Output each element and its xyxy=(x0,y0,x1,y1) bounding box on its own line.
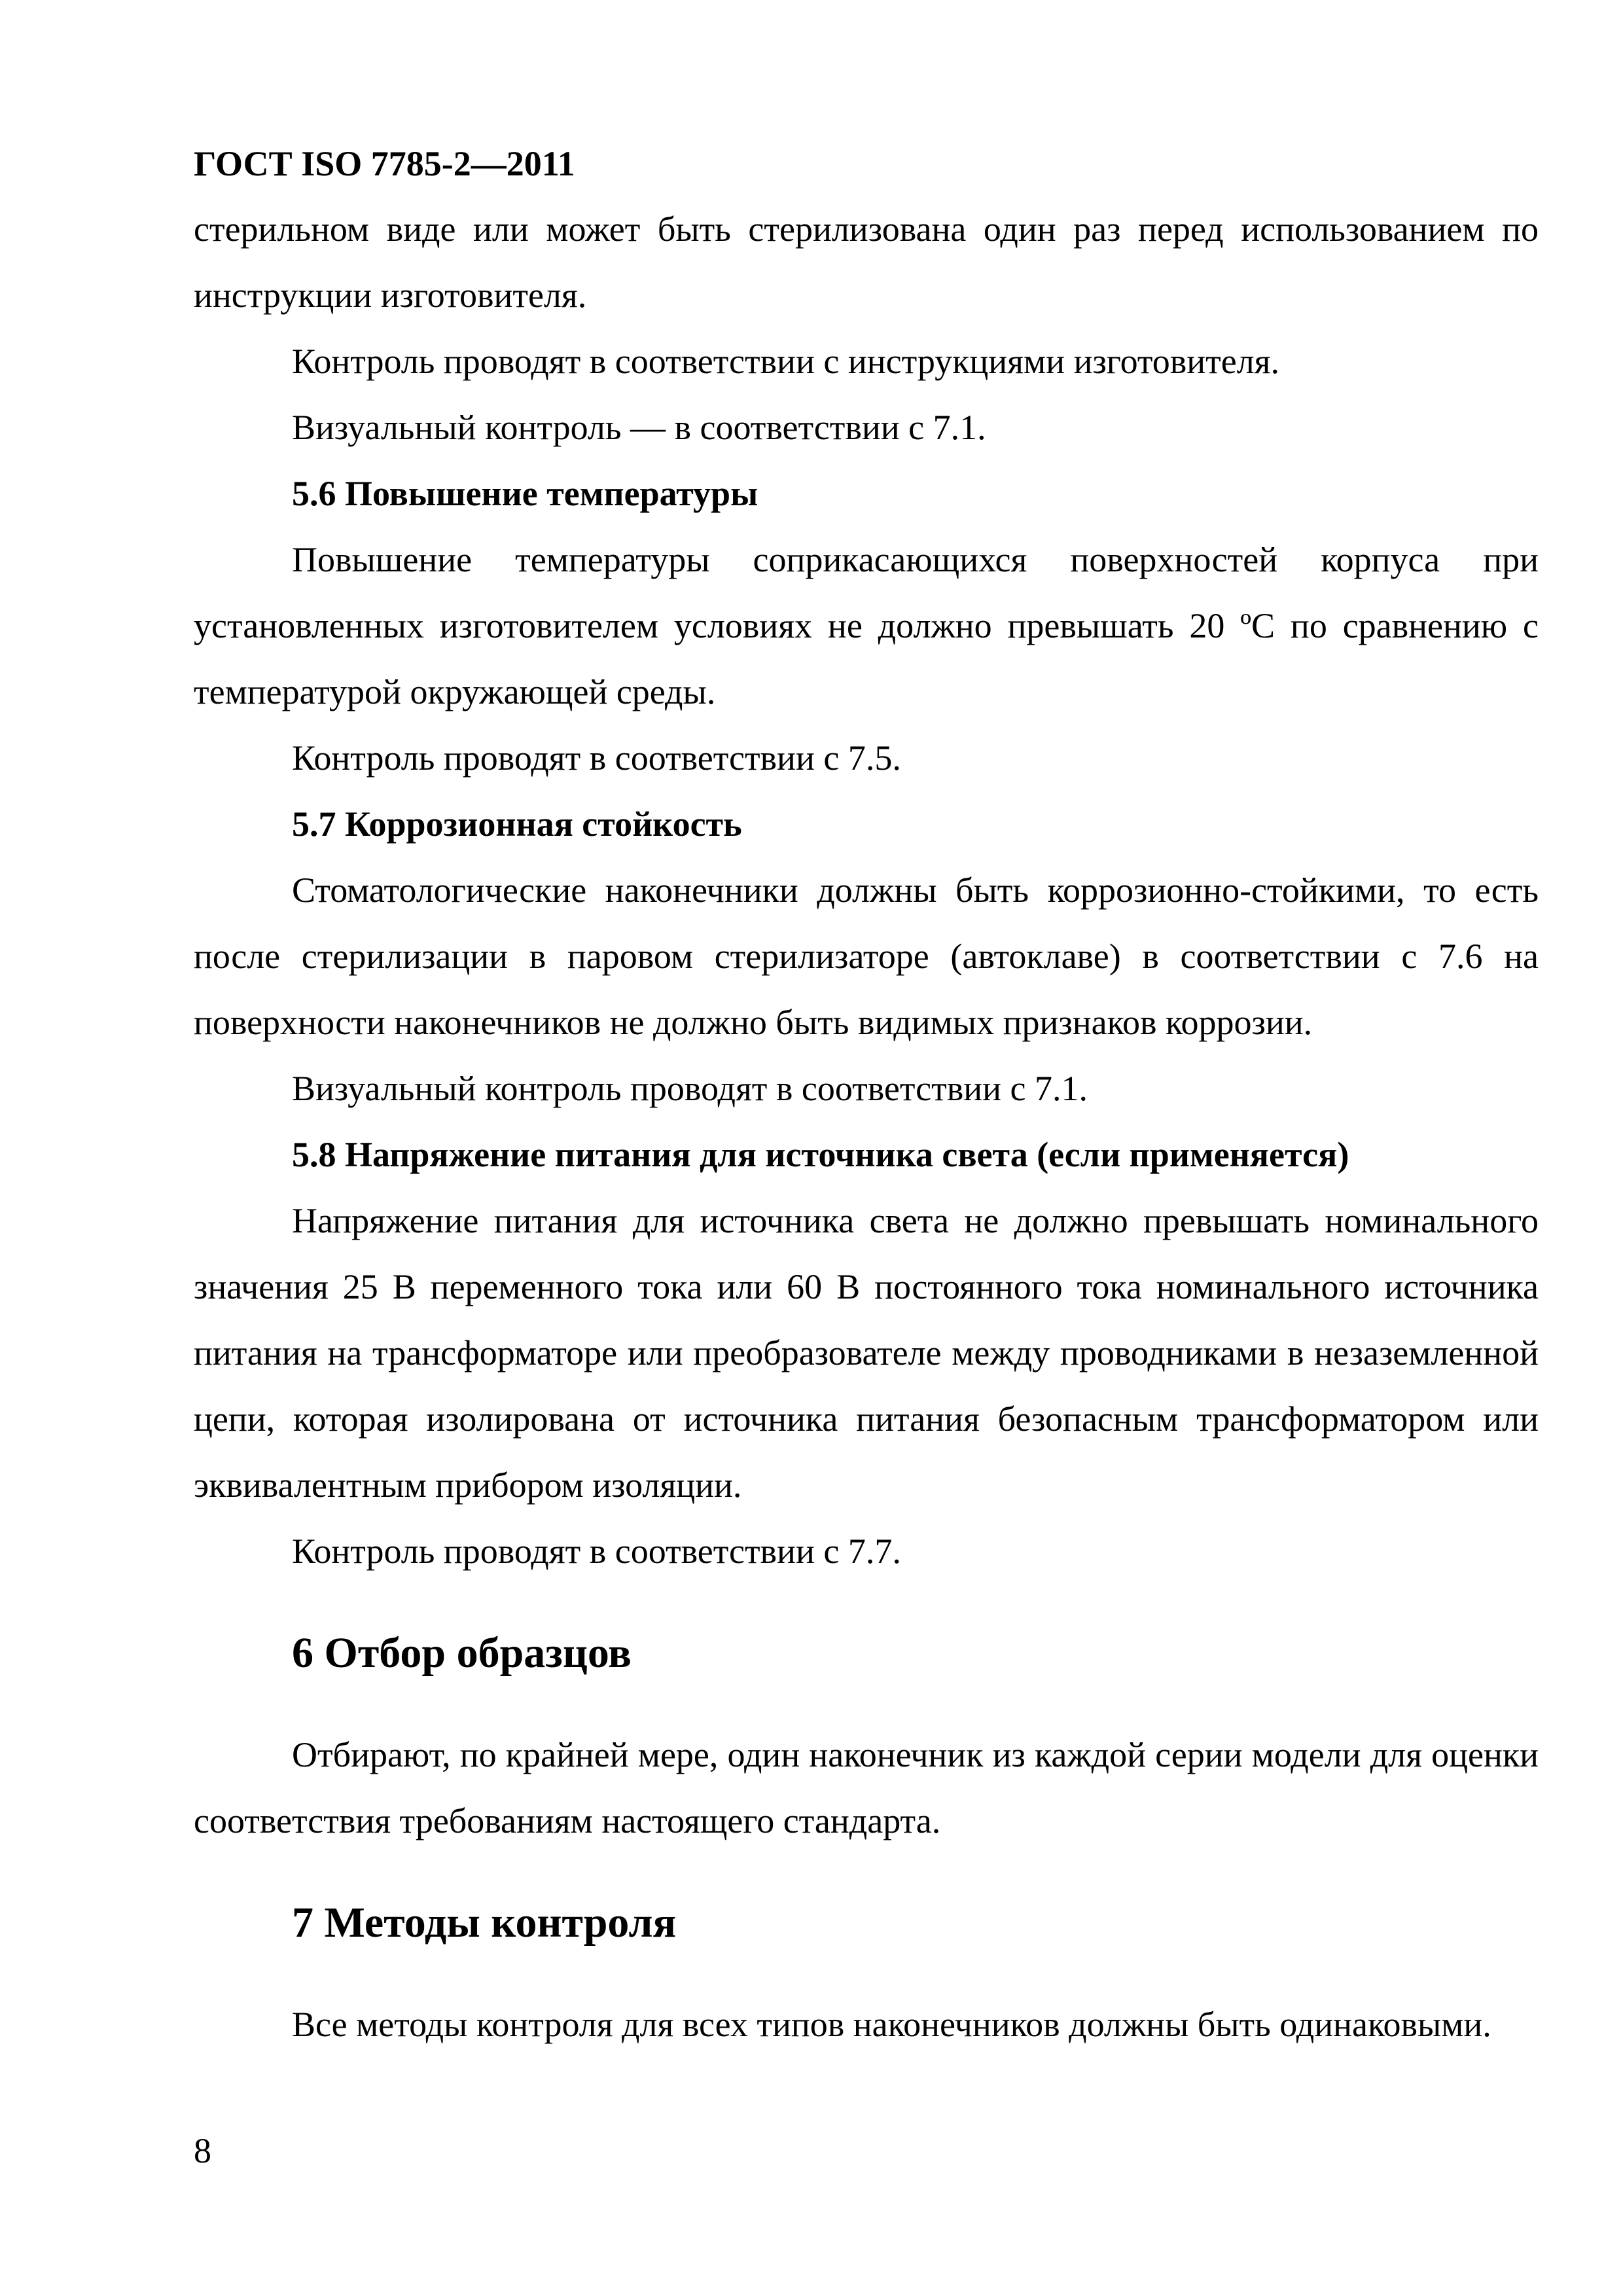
paragraph-visual-control-7-1: Визуальный контроль проводят в соответствии с 7.1. xyxy=(292,1069,1088,1108)
paragraph-visual-control: Визуальный контроль — в соответствии с 7.1. xyxy=(292,408,986,447)
paragraph-sampling: Отбирают, по крайней мере, один наконечник из каждой серии модели для оценки соответствия требованиям настоящего стандарта. xyxy=(194,1735,1539,1840)
section-heading-6: 6 Отбор образцов xyxy=(292,1629,632,1677)
paragraph-control-7-7: Контроль проводят в соответствии с 7.7. xyxy=(292,1532,901,1571)
paragraph-control-7-5: Контроль проводят в соответствии с 7.5. xyxy=(292,738,901,778)
subsection-heading-5-8: 5.8 Напряжение питания для источника света (если применяется) xyxy=(292,1135,1349,1174)
subsection-heading-5-7: 5.7 Коррозионная стойкость xyxy=(292,804,742,844)
paragraph-corrosion-resistance: Стоматологические наконечники должны быть коррозионно-стойкими, то есть после стерилизации в паровом стерилизаторе (автоклаве) в соответствии с 7.6 на поверхности наконечников не должно быть видимых признаков коррозии. xyxy=(194,870,1539,1042)
paragraph-supply-voltage: Напряжение питания для источника света не должно превышать номинального значения 25 В переменного тока или 60 В постоянного тока номинального источника питания на трансформаторе или преобразователе между проводниками в незаземленной цепи, которая изолирована от источника питания безопасным трансформатором или эквивалентным прибором изоляции. xyxy=(194,1201,1539,1505)
section-heading-7: 7 Методы контроля xyxy=(292,1899,677,1946)
paragraph-continuation: стерильном виде или может быть стерилизована один раз перед использованием по инструкции изготовителя. xyxy=(194,209,1539,315)
paragraph-control-instructions: Контроль проводят в соответствии с инструкциями изготовителя. xyxy=(292,342,1280,381)
document-code-header: ГОСТ ISO 7785-2—2011 xyxy=(194,144,575,183)
paragraph-temperature-rise: Повышение температуры соприкасающихся поверхностей корпуса при установленных изготовителем условиях не должно превышать 20 ºС по сравнению с температурой окружающей среды. xyxy=(194,540,1539,711)
paragraph-test-methods: Все методы контроля для всех типов наконечников должны быть одинаковыми. xyxy=(292,2005,1491,2044)
document-page xyxy=(194,131,1539,2058)
subsection-heading-5-6: 5.6 Повышение температуры xyxy=(292,474,758,513)
page-number: 8 xyxy=(194,2131,211,2170)
